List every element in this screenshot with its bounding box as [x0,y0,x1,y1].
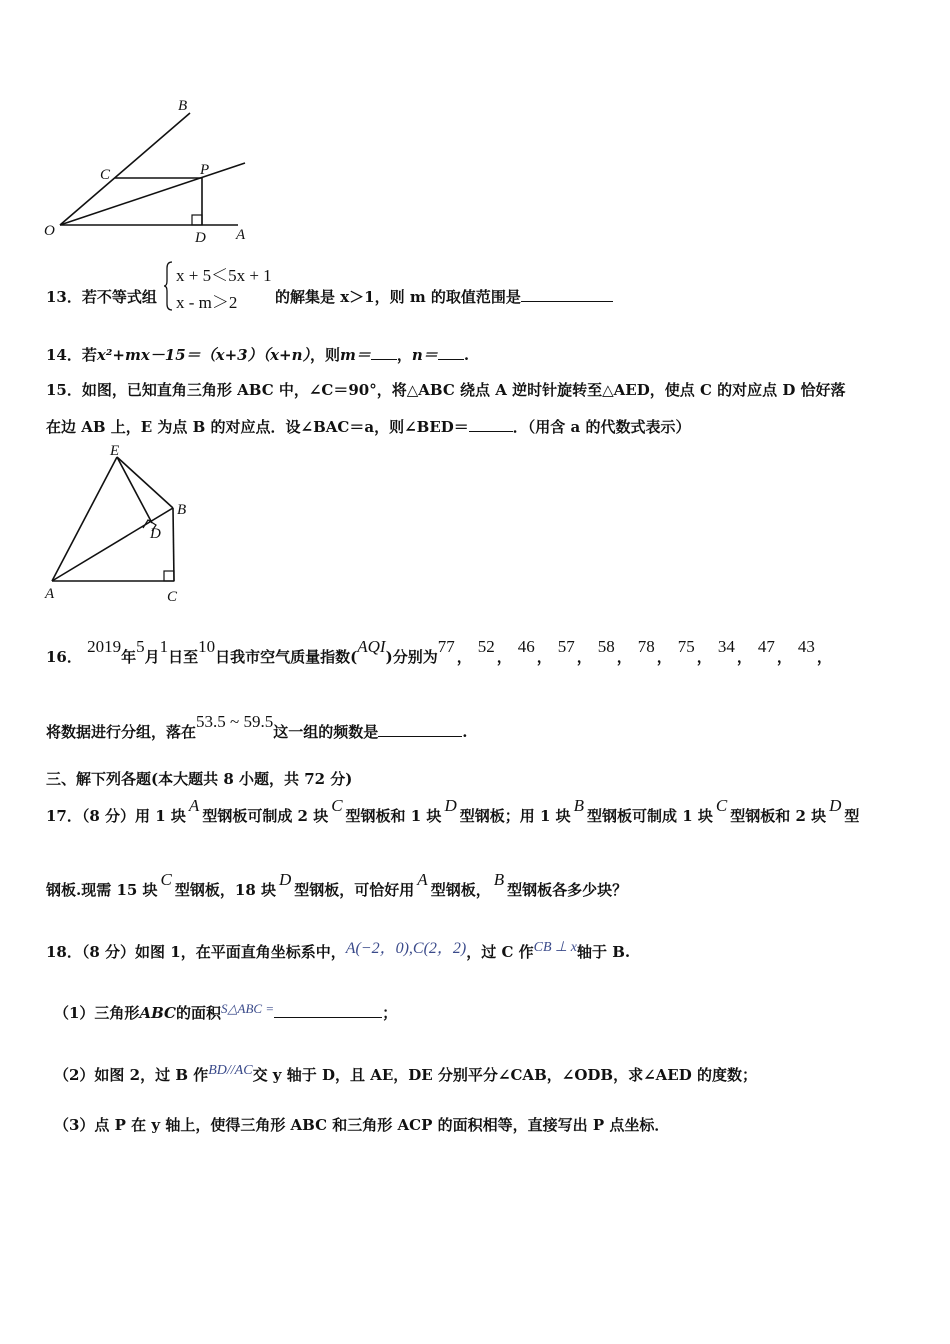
q16-sep: ， [576,648,592,666]
q17-line1 [46,796,860,826]
q14-blank-n[interactable] [438,345,464,360]
segment-ab [52,508,173,581]
segment-eb [117,457,173,508]
q18-p2-a: （2）如图 2，过 B 作 [54,1066,209,1084]
q15-line2-text: 在边 AB 上，E 为点 B 的对应点．设∠BAC＝a，则∠BED＝ [46,418,469,436]
q16-day2: 10 [198,637,216,656]
q17-D3: D [279,870,292,889]
q16-line2-post: 这一组的频数是 [273,723,379,741]
q15-line2-end: ．（用含 a 的代数式表示） [512,418,691,436]
q18-intro [46,939,630,962]
q17-line2-c: 型钢板，可恰好用 [294,881,415,899]
q16-sep: ， [456,648,472,666]
q16-sep: ， [736,648,752,666]
q15-line1: 15．如图，已知直角三角形 ABC 中，∠C＝90°，将△ABC 绕点 A 逆时针旋转至△AED，使点 C 的对应点 D 恰好落 [46,381,846,399]
q17-C2: C [715,796,728,815]
figure-angle-diagram [40,95,260,250]
ray-ob [60,113,190,225]
label-d2: D [150,526,161,542]
q17-b: 型钢板可制成 2 块 [202,807,329,825]
right-angle-mark-c [164,571,174,581]
q14-end: . [463,346,470,364]
segment-ae [52,457,117,581]
q18-part1 [54,1002,397,1023]
q16-t4: 日我市空气质量指数( [215,648,358,666]
q16-value: 75 [677,637,695,656]
q16-value: 57 [557,637,575,656]
label-c: C [100,167,111,183]
q16-num: 16． [46,648,82,666]
q14-blank-m[interactable] [371,345,397,360]
q17-D: D [444,796,457,815]
label-b2: B [177,502,187,518]
q16-t5: )分别为 [385,648,438,666]
q16-value: 52 [477,637,495,656]
q16-value: 34 [717,637,735,656]
right-angle-mark [192,215,202,225]
q13-brace [163,260,175,312]
q14-sep: ， [396,346,412,364]
q16-day1: 1 [159,637,169,656]
q16-end: ， [816,648,832,666]
q17-line2-e: 型钢板各多少块？ [507,881,628,899]
q17-d: 型钢板；用 1 块 [459,807,571,825]
q16-value: 46 [517,637,535,656]
q17-line2-a: 钢板.现需 15 块 [46,881,158,899]
q16-t1: 年 [121,648,137,666]
q14-pre: 14．若 [46,346,97,364]
q17-e: 型钢板可制成 1 块 [587,807,713,825]
q16-sep: ， [496,648,512,666]
label-e: E [110,443,120,459]
q16-value: 47 [757,637,775,656]
section-title: 三、解下列各题(本大题共 8 小题，共 72 分) [46,770,353,788]
label-c2: C [167,589,178,605]
ray-op [60,163,245,225]
q13-number: 13．若不等式组 [46,288,157,306]
label-o: O [44,223,55,239]
q16-sep: ， [696,648,712,666]
q16-blank[interactable] [378,722,462,737]
q18-coords: A(−2，0),C(2，2) [345,940,467,957]
q16-value: 58 [597,637,615,656]
q16-t2: 月 [144,648,160,666]
segment-ed [117,457,152,523]
q15-line2 [46,416,690,437]
q18-p1-abc: ABC [139,1004,176,1022]
q16-range: 53.5 ~ 59.5 [196,712,274,731]
q14-n: n＝ [411,346,438,364]
q13-ineq-1: x + 5＜5x + 1 [176,266,272,285]
q18-p1-a: （1）三角形 [54,1004,140,1022]
q15-blank[interactable] [469,417,513,432]
q17-c: 型钢板和 1 块 [345,807,442,825]
q16-line2-pre: 将数据进行分组，落在 [46,723,197,741]
q16-value: 77 [437,637,455,656]
q17-line2-b: 型钢板，18 块 [174,881,276,899]
q17-C: C [331,796,343,815]
label-a2: A [45,586,55,602]
q17-a: 17．（8 分）用 1 块 [46,807,186,825]
q18-p2-par: BD//AC [208,1063,253,1078]
q16-t3: 日至 [168,648,199,666]
label-d: D [195,230,206,246]
q13-blank[interactable] [521,287,613,302]
q17-B: B [573,796,584,815]
label-p: P [200,162,210,178]
q13-ineq-2: x - m＞2 [176,293,238,312]
q18-p2-b: 交 y 轴于 D，且 AE，DE 分别平分∠CAB，∠ODB，求∠AED 的度数； [252,1066,757,1084]
q16-line2 [46,712,468,742]
segment-bc [173,508,174,581]
q14-m: m＝ [340,346,371,364]
q17-B2: B [493,870,505,889]
q18-part3: （3）点 P 在 y 轴上，使得三角形 ABC 和三角形 ACP 的面积相等，直接写出 P 点坐标． [54,1116,670,1134]
q18-part2 [54,1064,757,1085]
q18-p1-s: S△ABC = [221,1001,275,1016]
figure-rotated-triangle [40,443,200,608]
q18-p1-end: ； [382,1004,398,1022]
q17-A: A [188,796,200,815]
q16-sep: ， [776,648,792,666]
q16-value: 43 [797,637,815,656]
q16-sep: ， [616,648,632,666]
q18-intro-a: 18．（8 分）如图 1，在平面直角坐标系中， [46,943,346,961]
q17-D2: D [829,796,842,815]
q14-text [46,344,469,365]
q18-p1-b: 的面积 [176,1004,222,1022]
q17-C3: C [160,870,172,889]
q16-line2-end: . [462,723,468,741]
q17-f: 型钢板和 2 块 [730,807,827,825]
q18-intro-c: 轴于 B. [576,943,631,961]
q16-sep: ， [536,648,552,666]
q16-year: 2019 [87,637,122,656]
q16-aqi: AQI [357,637,386,656]
q18-p1-blank[interactable] [274,1003,382,1018]
label-a: A [236,227,246,243]
q14-mid: ，则 [310,346,341,364]
q13-tail: 的解集是 x＞1，则 m 的取值范围是 [275,288,521,306]
q14-expr: x²+mx－15＝（x+3）（x+n） [96,346,311,364]
q17-g: 型 [844,807,860,825]
q16-value: 78 [637,637,655,656]
q13-text [275,286,613,307]
q17-line2-d: 型钢板， [430,881,491,899]
q18-perp: CB ⊥ x [533,940,577,955]
q17-A2: A [417,870,428,889]
q18-intro-b: ，过 C 作 [466,943,534,961]
q16-line1 [46,637,832,667]
label-b: B [178,98,188,114]
q16-sep: ， [656,648,672,666]
q17-line2 [46,870,628,900]
q16-month: 5 [136,637,145,656]
